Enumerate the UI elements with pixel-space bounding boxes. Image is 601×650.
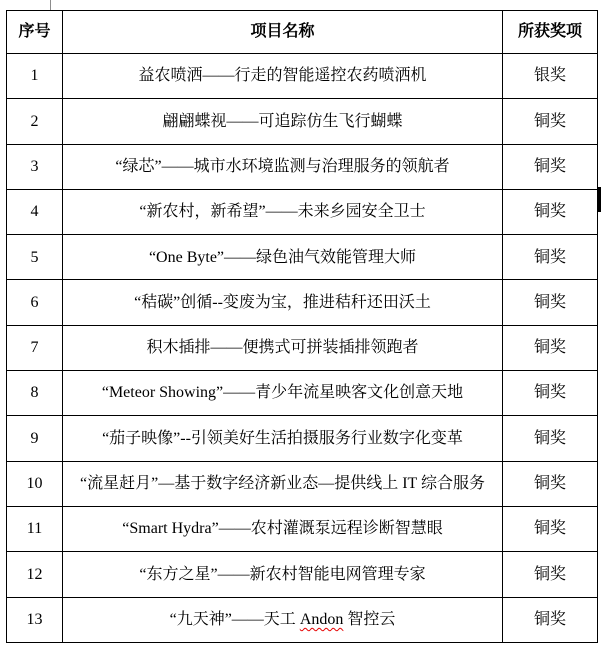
cell-index[interactable]: 5 <box>7 235 63 280</box>
project-name-text: “东方之星”——新农村智能电网管理专家 <box>139 565 426 583</box>
project-name-text: “Meteor Showing”——青少年流星映客文化创意天地 <box>101 384 464 402</box>
misspelled-word: Andon <box>299 610 344 628</box>
gridline-fragment-artifact <box>50 0 51 10</box>
header-cell-project-name[interactable]: 项目名称 <box>63 11 503 54</box>
cell-award[interactable]: 银奖 <box>503 54 598 99</box>
project-name-text: “新农村，新希望”——未来乡园安全卫士 <box>139 203 426 221</box>
table-row <box>7 54 598 99</box>
awards-table <box>6 10 598 643</box>
cell-index[interactable]: 6 <box>7 280 63 325</box>
table-row <box>7 597 598 642</box>
cell-award[interactable]: 铜奖 <box>503 325 598 370</box>
table-row <box>7 416 598 461</box>
project-name-text: 积木插排——便携式可拼装插排领跑者 <box>146 339 419 357</box>
cell-award[interactable]: 铜奖 <box>503 280 598 325</box>
cell-award[interactable]: 铜奖 <box>503 506 598 551</box>
cell-award[interactable]: 铜奖 <box>503 235 598 280</box>
cell-index[interactable]: 11 <box>7 506 63 551</box>
cell-project-name[interactable] <box>63 597 503 642</box>
table-row <box>7 280 598 325</box>
cell-award[interactable]: 铜奖 <box>503 144 598 189</box>
cell-index[interactable]: 4 <box>7 189 63 234</box>
cell-index[interactable]: 9 <box>7 416 63 461</box>
cell-award[interactable]: 铜奖 <box>503 461 598 506</box>
project-name-text: “秸碳”创循--变废为宝，推进秸秆还田沃土 <box>134 293 431 311</box>
cell-index[interactable]: 8 <box>7 371 63 416</box>
header-cell-award[interactable]: 所获奖项 <box>503 11 598 54</box>
project-name-text: “One Byte”——绿色油气效能管理大师 <box>148 248 417 266</box>
table-row <box>7 552 598 597</box>
cell-project-name[interactable] <box>63 325 503 370</box>
project-name-text: “流星赶月”—基于数字经济新业态—提供线上 IT 综合服务 <box>79 475 486 493</box>
table-row <box>7 371 598 416</box>
cell-index[interactable]: 1 <box>7 54 63 99</box>
project-name-text: “九天神”——天工 <box>169 610 300 628</box>
table-row <box>7 506 598 551</box>
cell-award[interactable]: 铜奖 <box>503 552 598 597</box>
cell-award[interactable]: 铜奖 <box>503 597 598 642</box>
table-row <box>7 325 598 370</box>
cell-project-name[interactable] <box>63 99 503 144</box>
cell-project-name[interactable] <box>63 280 503 325</box>
project-name-text: 益农喷洒——行走的智能遥控农药喷洒机 <box>138 67 427 85</box>
cell-project-name[interactable] <box>63 461 503 506</box>
project-name-text: 翩翩蝶视——可追踪仿生飞行蝴蝶 <box>162 112 403 130</box>
scrollbar-fragment-artifact <box>597 187 601 212</box>
cell-index[interactable]: 2 <box>7 99 63 144</box>
cell-index[interactable]: 12 <box>7 552 63 597</box>
cell-award[interactable]: 铜奖 <box>503 99 598 144</box>
table-body <box>7 54 598 643</box>
header-cell-index[interactable]: 序号 <box>7 11 63 54</box>
table-row <box>7 189 598 234</box>
project-name-text: 智控云 <box>343 610 396 628</box>
cell-index[interactable]: 13 <box>7 597 63 642</box>
cell-index[interactable]: 7 <box>7 325 63 370</box>
table-row <box>7 235 598 280</box>
cell-award[interactable]: 铜奖 <box>503 189 598 234</box>
cell-project-name[interactable] <box>63 189 503 234</box>
table-row <box>7 144 598 189</box>
cell-award[interactable]: 铜奖 <box>503 371 598 416</box>
cell-project-name[interactable] <box>63 54 503 99</box>
table-row <box>7 461 598 506</box>
cell-project-name[interactable] <box>63 144 503 189</box>
cell-award[interactable]: 铜奖 <box>503 416 598 461</box>
project-name-text: “茄子映像”--引领美好生活拍摄服务行业数字化变革 <box>102 429 463 447</box>
cell-project-name[interactable] <box>63 235 503 280</box>
cell-project-name[interactable] <box>63 506 503 551</box>
cell-index[interactable]: 3 <box>7 144 63 189</box>
project-name-text: “绿芯”——城市水环境监测与治理服务的领航者 <box>115 157 450 175</box>
cell-project-name[interactable] <box>63 552 503 597</box>
project-name-text: “Smart Hydra”——农村灌溉泵远程诊断智慧眼 <box>122 520 443 538</box>
header-row <box>7 11 598 54</box>
cell-project-name[interactable] <box>63 416 503 461</box>
cell-index[interactable]: 10 <box>7 461 63 506</box>
table-row <box>7 99 598 144</box>
cell-project-name[interactable] <box>63 371 503 416</box>
